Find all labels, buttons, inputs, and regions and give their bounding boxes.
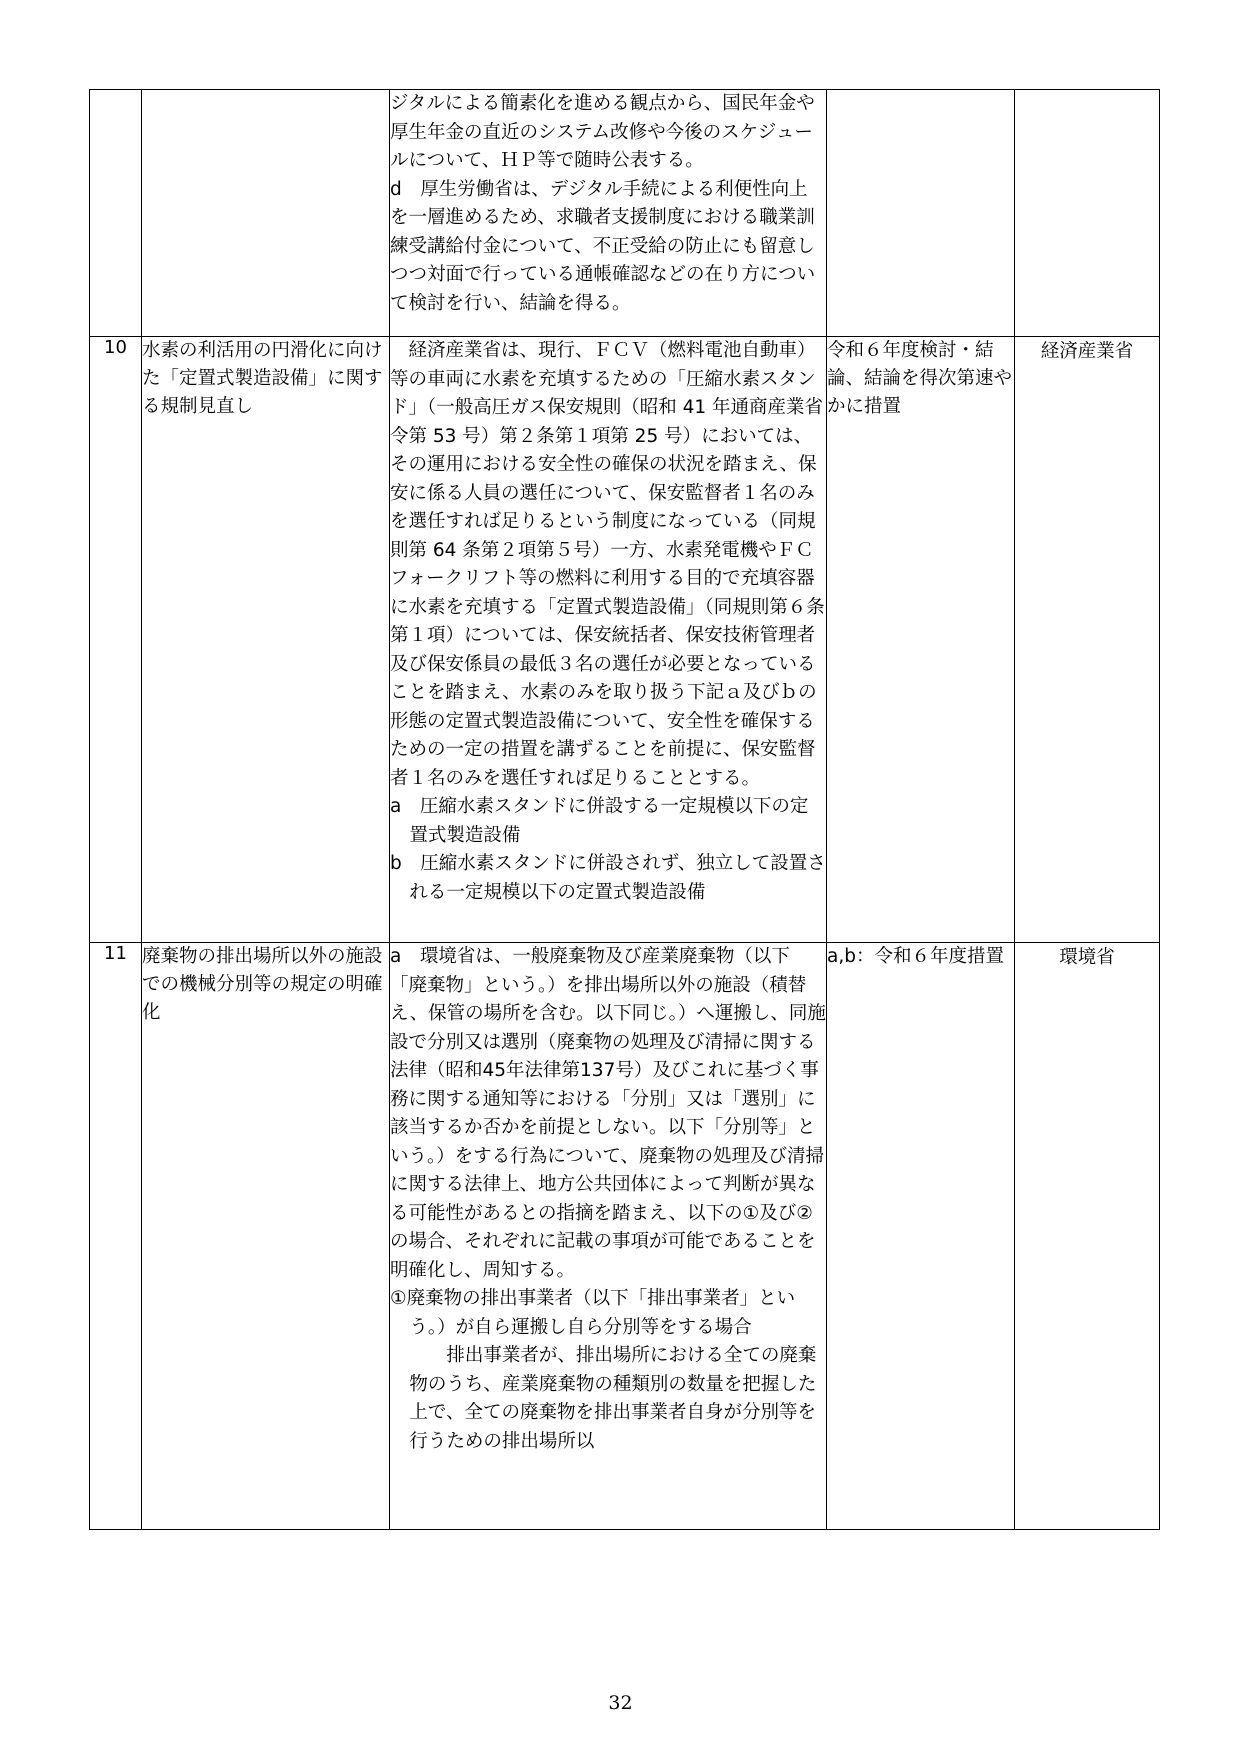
row-content [390,90,827,337]
row-schedule: a,b：令和６年度措置 [827,943,1015,1530]
row-subject: 水素の利活用の円滑化に向けた「定置式製造設備」に関する規制見直し [142,337,390,943]
row-subject: 廃棄物の排出場所以外の施設での機械分別等の規定の明確化 [142,943,390,1530]
row-schedule [827,90,1015,337]
table-row [90,90,1160,337]
row-schedule: 令和６年度検討・結論、結論を得次第速やかに措置 [827,337,1015,943]
content-paragraph: d 厚生労働省は、デジタル手続による利便性向上を一層進めるため、求職者支援制度における職業訓練受講給付金について、不正受給の防止にも留意しつつ対面で行っている通帳確認などの在り方について検討を行い、結論を得る。 [390,178,816,314]
page-number: 32 [608,1692,633,1714]
table-row [90,337,1160,943]
row-number: 11 [90,943,142,1530]
content-subparagraph: 排出事業者が、排出場所における全ての廃棄物のうち、産業廃棄物の種類別の数量を把握した上で、全ての廃棄物を排出事業者自身が分別等を行うための排出場所以 [409,1345,817,1452]
content-item: ①廃棄物の排出事業者（以下「排出事業者」という。）が自ら運搬し自ら分別等をする場合 [390,1288,796,1338]
content-paragraph: a 環境省は、一般廃棄物及び産業廃棄物（以下「廃棄物」という。）を排出場所以外の施設（積替え、保管の場所を含む。以下同じ。）へ運搬し、同施設で分別又は選別（廃棄物の処理及び清掃に関する法律（昭和45年法律第137号）及びこれに基づく事務に関する通知等における「分別」又は「選別」に該当するか否かを前提としない。以下「分別等」という。）をする行為について、廃棄物の処理及び清掃に関する法律上、地方公共団体によって判断が異なる可能性があるとの指摘を踏まえ、以下の①及び②の場合、それぞれに記載の事項が可能であることを明確化し、周知する。 [390,946,826,1281]
content-paragraph: ジタルによる簡素化を進める観点から、国民年金や厚生年金の直近のシステム改修や今後のスケジュールについて、ＨＰ等で随時公表する。 [390,93,815,171]
row-ministry: 環境省 [1015,943,1160,1530]
regulation-table [89,89,1160,1530]
row-content [390,943,827,1530]
row-subject [142,90,390,337]
row-ministry: 経済産業省 [1015,337,1160,943]
row-content [390,337,827,943]
table-row [90,943,1160,1530]
row-ministry [1015,90,1160,337]
row-number: 10 [90,337,142,943]
row-number [90,90,142,337]
content-item: b 圧縮水素スタンドに併設されず、独立して設置される一定規模以下の定置式製造設備 [390,853,826,903]
content-paragraph: 経済産業省は、現行、ＦＣＶ（燃料電池自動車）等の車両に水素を充填するための「圧縮水素スタンド」（一般高圧ガス保安規則（昭和 41 年通商産業省令第 53 号）第２条第１項第 25 号）においては、その運用における安全性の確保の状況を踏まえ、保安に係る人員の選任について、保安監督者１名のみを選任すれば足りるという制度になっている（同規則第 64 条第２項第５号）一方、水素発電機やＦＣフォークリフト等の燃料に利用する目的で充填容器に水素を充填する「定置式製造設備」（同規則第６条第１項）については、保安統括者、保安技術管理者及び保安係員の最低３名の選任が必要となっていることを踏まえ、水素のみを取り扱う下記ａ及びｂの形態の定置式製造設備について、安全性を確保するための一定の措置を講ずることを前提に、保安監督者１名のみを選任すれば足りることとする。 [390,340,825,789]
content-item: a 圧縮水素スタンドに併設する一定規模以下の定置式製造設備 [390,796,809,846]
